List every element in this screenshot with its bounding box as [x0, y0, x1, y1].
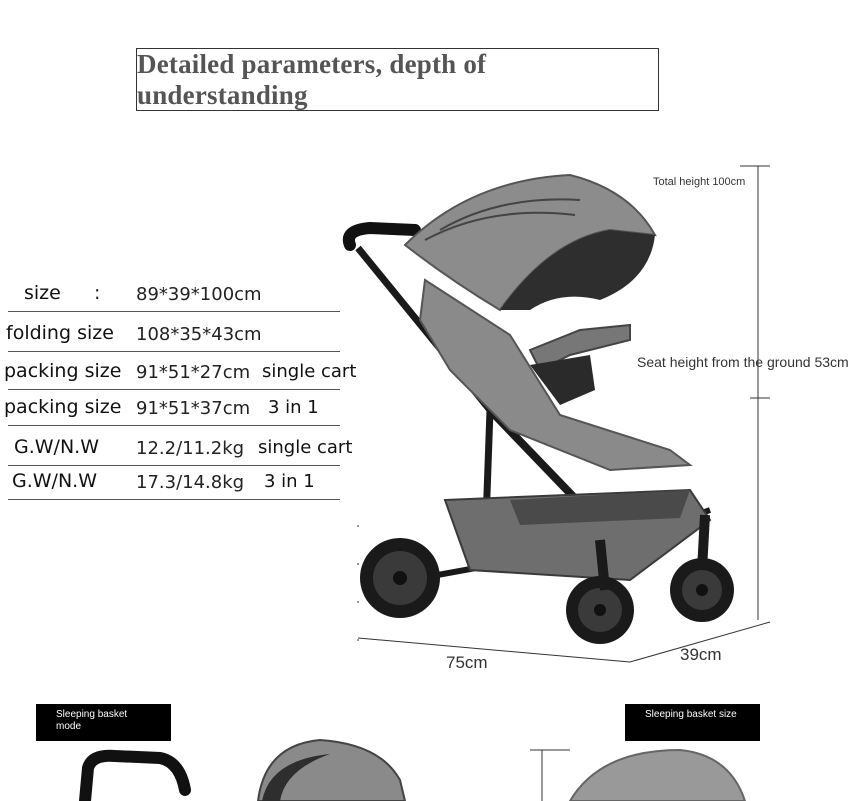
- param-label: packing size: [4, 360, 122, 382]
- row-divider: [8, 311, 340, 312]
- param-note: 3 in 1: [268, 397, 319, 418]
- param-row: [0, 354, 360, 390]
- param-value: 108*35*43cm: [136, 324, 262, 345]
- param-value: 91*51*37cm: [136, 398, 251, 419]
- param-value: 89*39*100cm: [136, 284, 262, 305]
- bottom-preview-strip: [0, 740, 790, 801]
- param-colon: :: [94, 282, 101, 304]
- seat-height-label: Seat height from the ground 53cm: [633, 352, 757, 373]
- preview-handlebar: [85, 756, 185, 801]
- param-label: packing size: [4, 396, 122, 418]
- param-row: [0, 430, 360, 466]
- param-value: 91*51*27cm: [136, 362, 251, 383]
- param-note: 3 in 1: [264, 471, 315, 492]
- length-label: 75cm: [446, 653, 488, 672]
- front-fork: [600, 540, 605, 590]
- param-note: single cart: [258, 437, 353, 458]
- total-height-label: Total height 100cm: [653, 176, 746, 188]
- sleeping-basket-size-tag: [625, 704, 760, 741]
- param-value: 17.3/14.8kg: [136, 472, 245, 493]
- param-value: 12.2/11.2kg: [136, 438, 245, 459]
- param-label: G.W/N.W: [12, 470, 97, 492]
- page-title: Detailed parameters, depth of understanding: [137, 48, 487, 110]
- row-divider: [8, 499, 340, 500]
- row-divider: [8, 351, 340, 352]
- param-label: G.W/N.W: [14, 436, 99, 458]
- stroller-illustration: [330, 160, 790, 680]
- param-row: [0, 390, 360, 426]
- param-label: folding size: [6, 322, 114, 344]
- param-label: size: [24, 282, 61, 304]
- tag-text: Sleeping basket size: [645, 709, 737, 720]
- rear-wheel: [360, 538, 440, 618]
- width-label: 39cm: [680, 645, 722, 664]
- tag-text: Sleeping basket mode: [56, 709, 128, 732]
- param-row: [0, 276, 360, 312]
- handlebar: [349, 228, 415, 245]
- param-note: single cart: [262, 361, 357, 382]
- row-divider: [8, 425, 340, 426]
- title-box: [136, 48, 659, 111]
- param-row: [0, 316, 360, 352]
- param-row: [0, 464, 360, 500]
- sleeping-basket-mode-tag: [36, 704, 171, 741]
- preview-basket-canopy: [570, 750, 745, 801]
- front-fork: [702, 515, 705, 570]
